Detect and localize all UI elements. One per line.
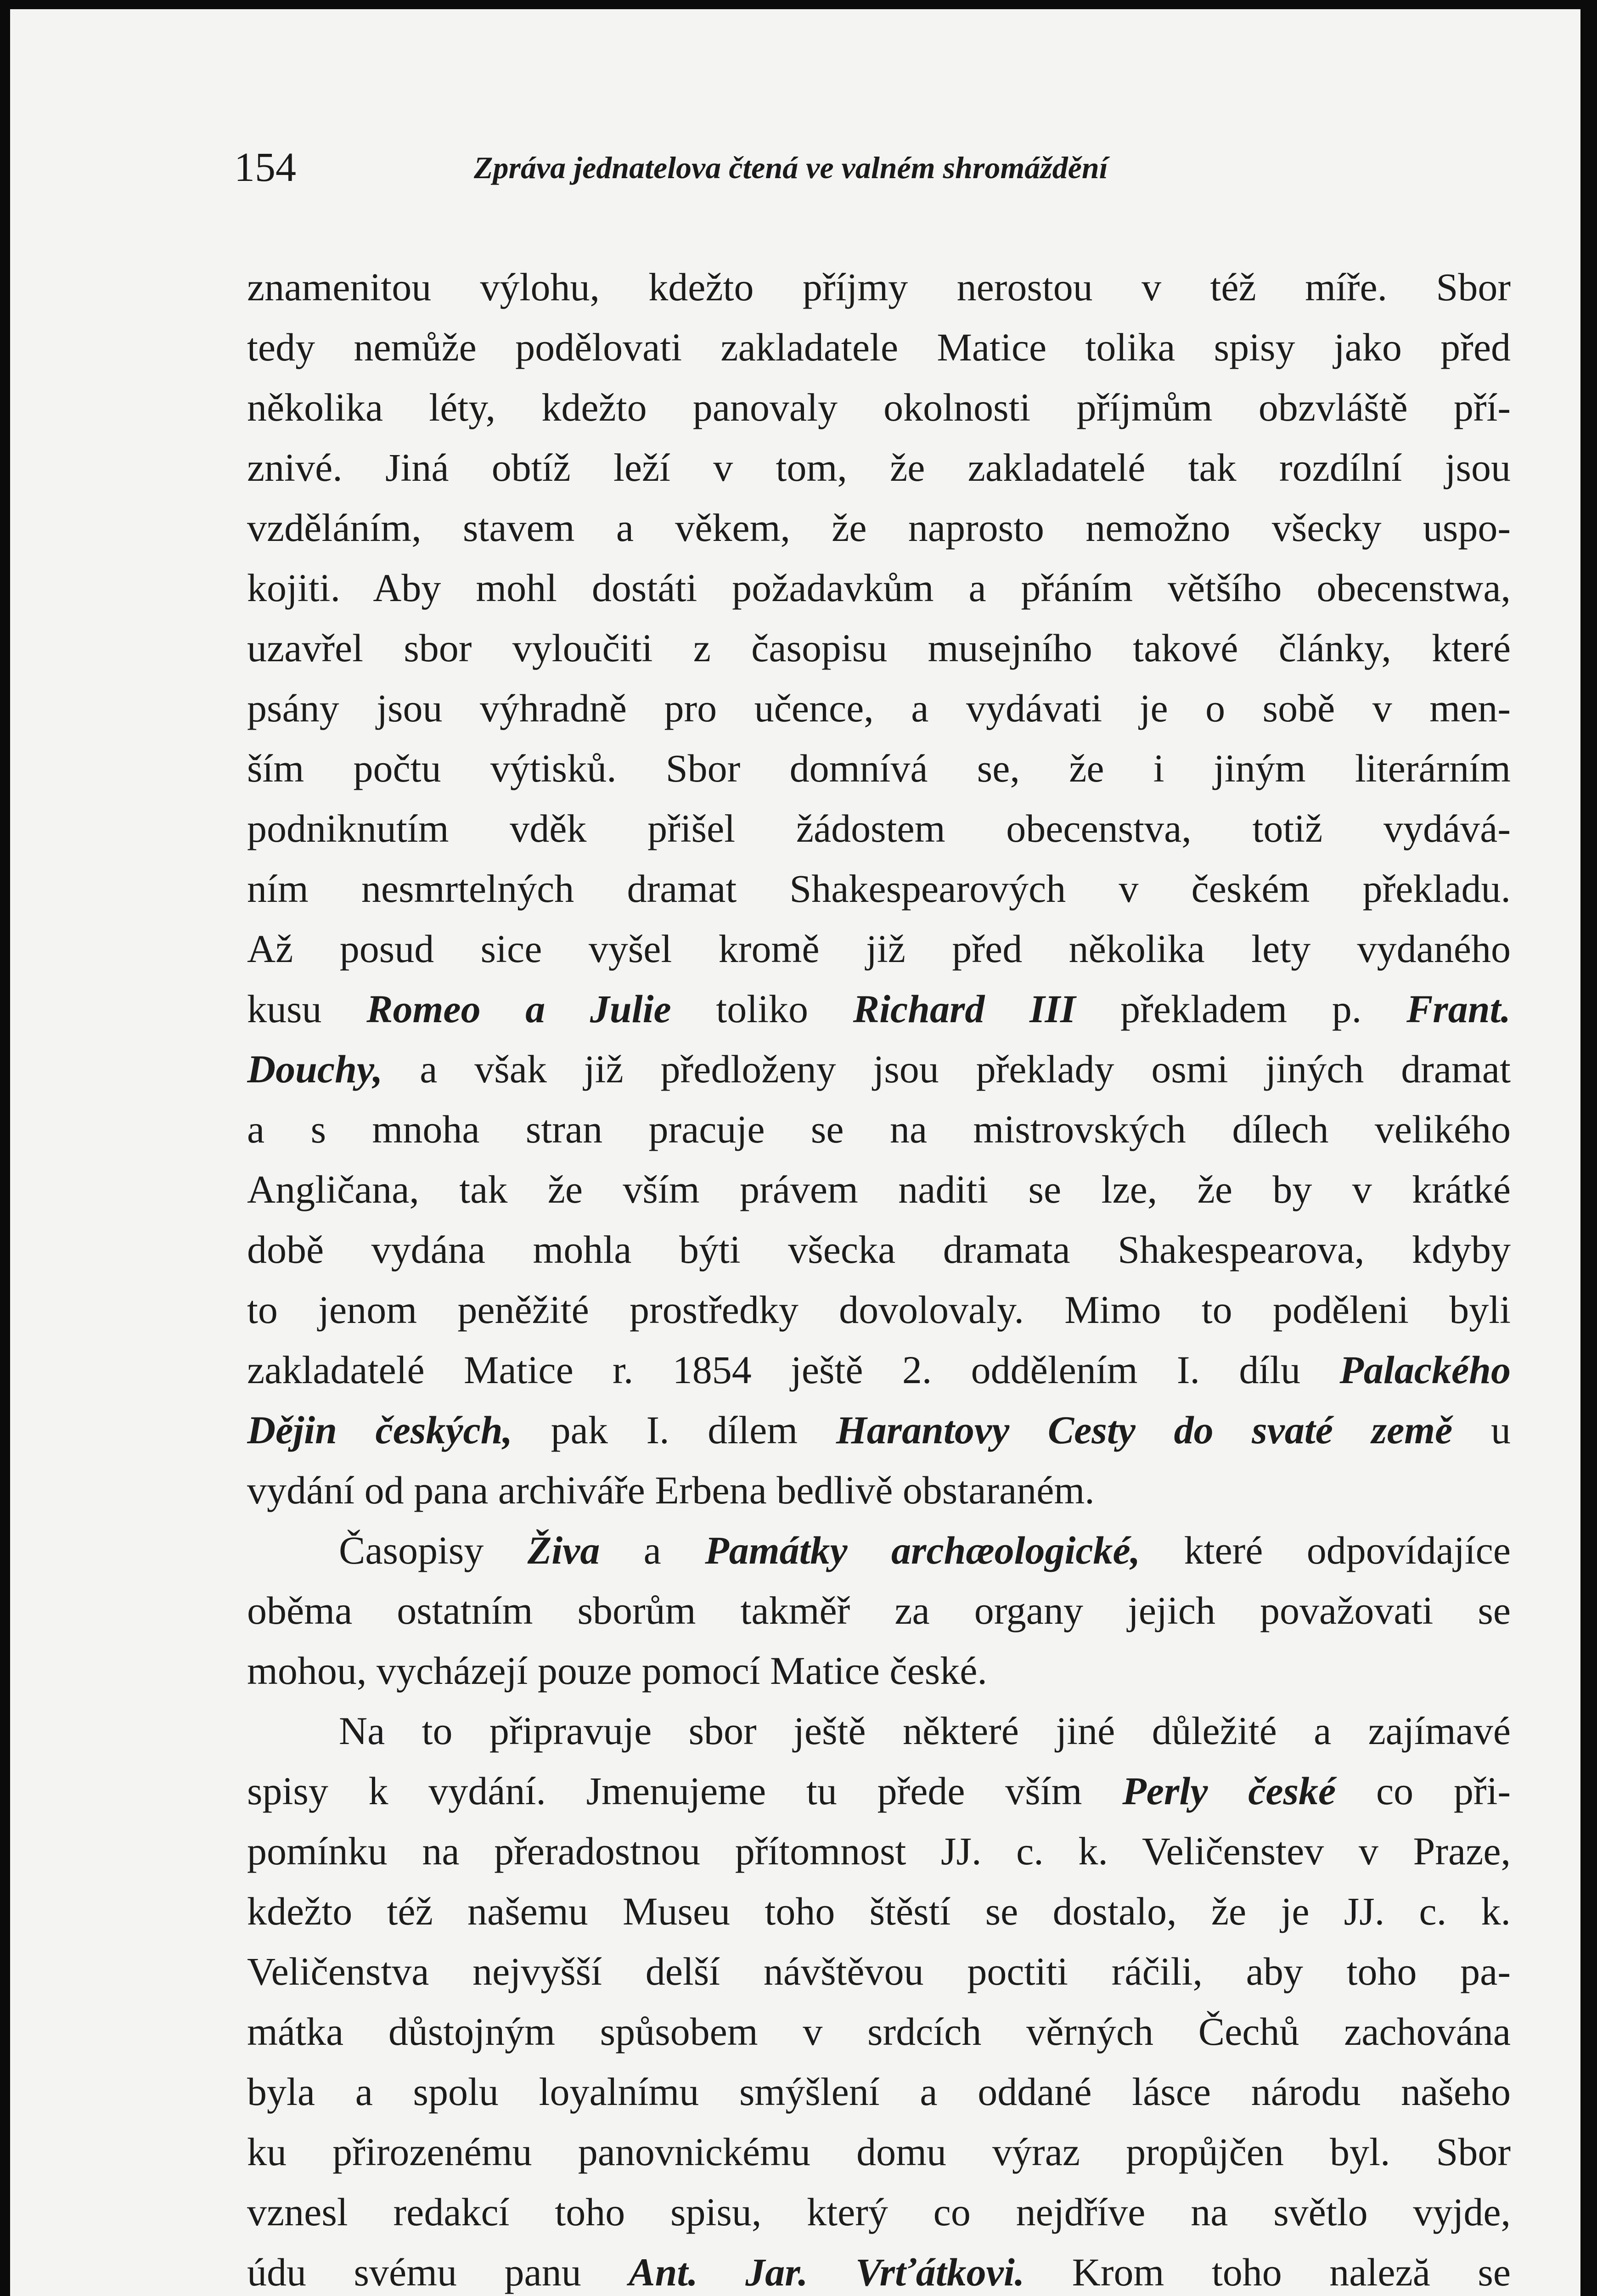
- text-line: mohou, vycházejí pouze pomocí Matice české.: [247, 1649, 987, 1693]
- text-line: podniknutím vděk přišel žádostem obecenstva, totiž vydává-: [247, 806, 1511, 850]
- text-line: uzavřel sbor vyloučiti z časopisu musejního takové články, které: [247, 626, 1511, 670]
- italic-term: Douchy,: [247, 1047, 383, 1091]
- text-line: ním nesmrtelných dramat Shakespearových v českém překladu.: [247, 867, 1511, 911]
- italic-term: Harantovy Cesty do svaté země: [836, 1408, 1453, 1452]
- italic-term: Ant. Jar. Vrťátkovi.: [629, 2250, 1025, 2294]
- text-line: oběma ostatním sborům takměř za organy jejich považovati se: [247, 1588, 1511, 1632]
- italic-term: Palackého: [1339, 1348, 1511, 1392]
- text-line: Veličenstva nejvyšší delší návštěvou poctiti ráčili, aby toho pa-: [247, 1949, 1511, 1993]
- italic-term: Dějin českých,: [247, 1408, 513, 1452]
- italic-term: Památky archæologické,: [705, 1528, 1141, 1572]
- text-line: Časopisy Živa a Památky archæologické, které odpovídajíce: [339, 1528, 1511, 1572]
- text-line: znamenitou výlohu, kdežto příjmy nerostou v též míře. Sbor: [247, 265, 1511, 309]
- italic-term: Perly české: [1122, 1769, 1336, 1813]
- text-line: mátka důstojným spůsobem v srdcích věrných Čechů zachována: [247, 2009, 1511, 2054]
- text-line: psány jsou výhradně pro učence, a vydávati je o sobě v men-: [247, 686, 1511, 730]
- text-line: znivé. Jiná obtíž leží v tom, že zakladatelé tak rozdílní jsou: [247, 445, 1511, 490]
- text-line: vzděláním, stavem a věkem, že naprosto nemožno všecky uspo-: [247, 506, 1511, 550]
- text-line: údu svému panu Ant. Jar. Vrťátkovi. Krom toho naleză se: [247, 2250, 1511, 2294]
- text-line: několika léty, kdežto panovaly okolnosti příjmům obzvláště pří-: [247, 385, 1511, 429]
- page-header: [10, 9, 1580, 190]
- body-text: [247, 257, 1511, 2296]
- text-line: Douchy, a však již předloženy jsou překlady osmi jiných dramat: [247, 1047, 1511, 1091]
- text-line: ku přirozenému panovnickému domu výraz propůjčen byl. Sbor: [247, 2130, 1511, 2174]
- text-line: tedy nemůže podělovati zakladatele Matice tolika spisy jako před: [247, 325, 1511, 369]
- document-page: [10, 9, 1580, 2296]
- text-line: vydání od pana archiváře Erbena bedlivě obstaraném.: [247, 1468, 1095, 1512]
- page-number: 154: [234, 145, 296, 190]
- text-line: vznesl redakcí toho spisu, který co nejdříve na světlo vyjde,: [247, 2190, 1511, 2234]
- text-line: byla a spolu loyalnímu smýšlení a oddané lásce národu našeho: [247, 2070, 1511, 2114]
- italic-term: Frant.: [1406, 987, 1511, 1031]
- italic-term: Romeo a Julie: [366, 987, 671, 1031]
- text-line: době vydána mohla býti všecka dramata Shakespearova, kdyby: [247, 1227, 1511, 1272]
- text-line: Na to připravuje sbor ještě některé jiné důležité a zajímavé: [339, 1709, 1511, 1753]
- text-line: Angličana, tak že vším právem naditi se lze, že by v krátké: [247, 1167, 1511, 1211]
- italic-term: Richard III: [853, 987, 1076, 1031]
- text-line: a s mnoha stran pracuje se na mistrovských dílech velikého: [247, 1107, 1511, 1151]
- text-line: kdežto též našemu Museu toho štěstí se dostalo, že je JJ. c. k.: [247, 1889, 1511, 1933]
- text-line: pomínku na přeradostnou přítomnost JJ. c. k. Veličenstev v Praze,: [247, 1829, 1511, 1873]
- text-line: kojiti. Aby mohl dostáti požadavkům a přáním většího obecenstwa,: [247, 566, 1511, 610]
- text-line: ším počtu výtisků. Sbor domnívá se, že i jiným literárním: [247, 746, 1511, 790]
- text-line: to jenom peněžité prostředky dovolovaly. Mimo to poděleni byli: [247, 1288, 1511, 1332]
- text-line: Dějin českých, pak I. dílem Harantovy Cesty do svaté země u: [247, 1408, 1511, 1452]
- text-line: spisy k vydání. Jmenujeme tu přede vším Perly české co při-: [247, 1769, 1511, 1813]
- running-head: Zpráva jednatelova čtená ve valném shromáždění: [474, 150, 1108, 185]
- text-line: kusu Romeo a Julie toliko Richard III překladem p. Frant.: [247, 987, 1511, 1031]
- text-line: zakladatelé Matice r. 1854 ještě 2. oddělením I. dílu Palackého: [247, 1348, 1511, 1392]
- text-line: Až posud sice vyšel kromě již před několika lety vydaného: [247, 927, 1511, 971]
- italic-term: Živa: [527, 1528, 600, 1572]
